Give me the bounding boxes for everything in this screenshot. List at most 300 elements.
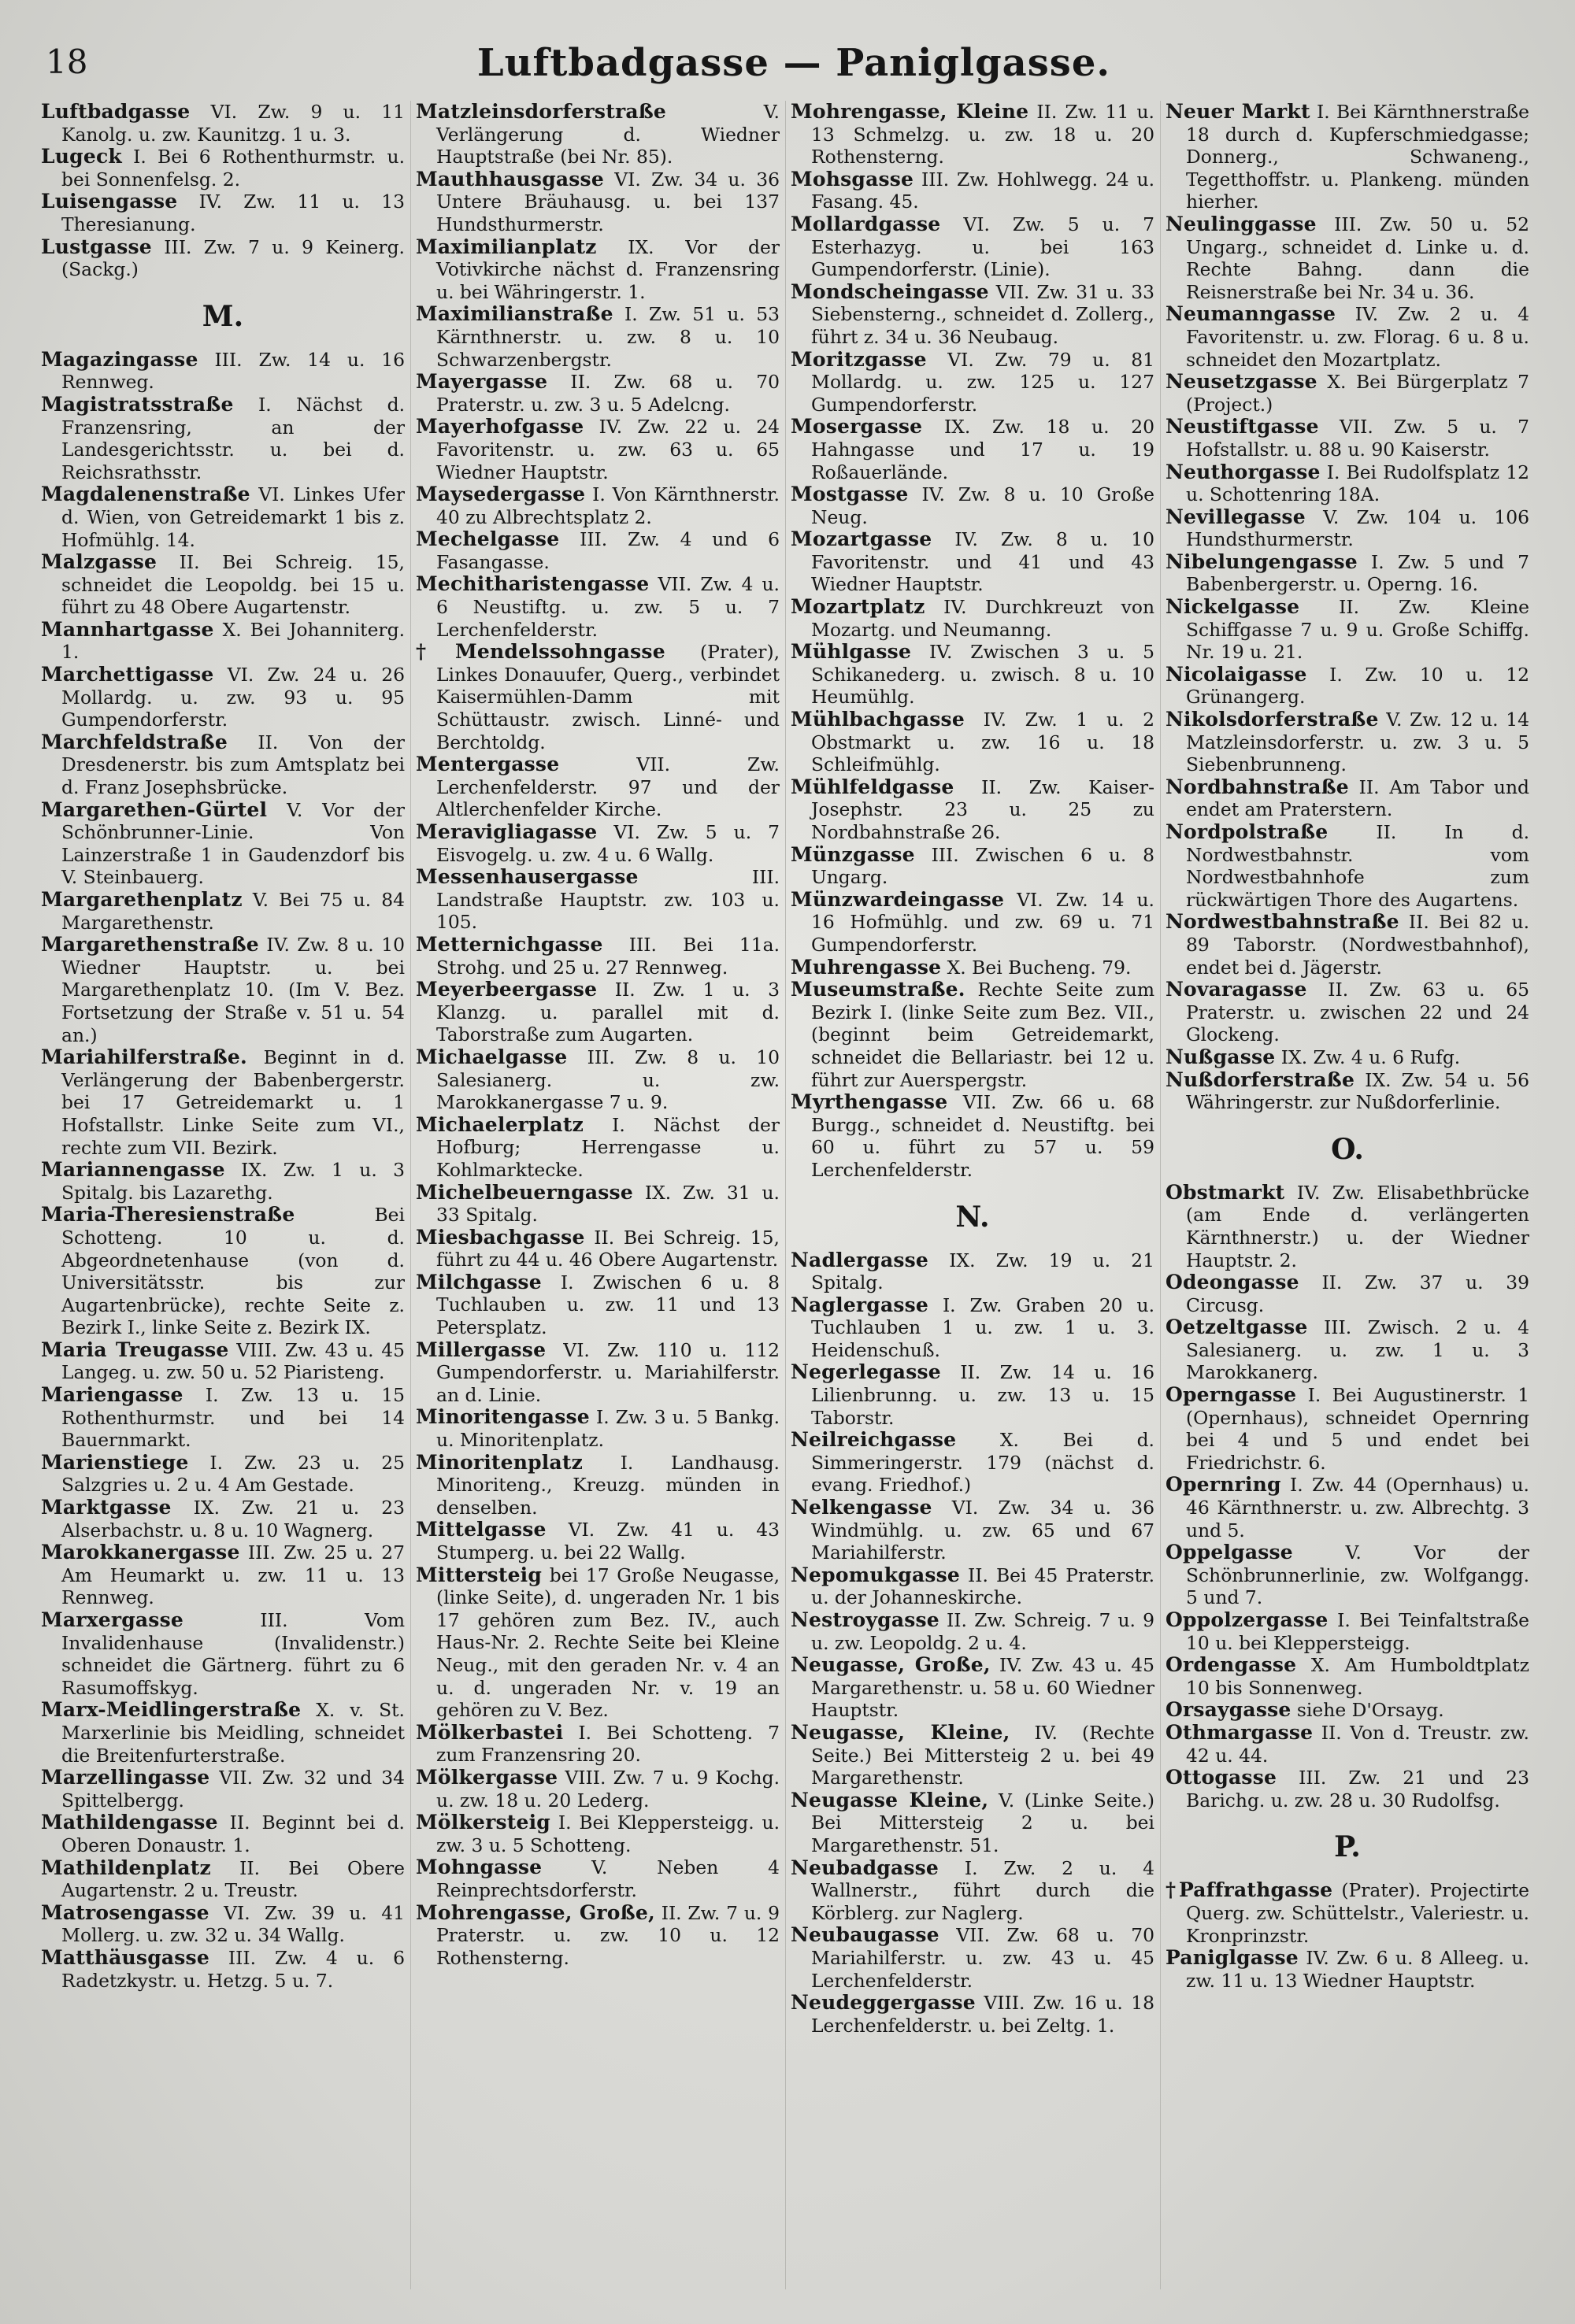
street-name: Mostgasse bbox=[791, 483, 909, 506]
street-entry bbox=[41, 731, 405, 799]
street-entry bbox=[791, 1654, 1154, 1722]
street-name: Mariahilferstraße. bbox=[41, 1045, 247, 1069]
street-name: Magdalenenstraße bbox=[41, 483, 250, 506]
street-description: VI. Zw. 5 u. 7 Esterhazyg. u. bei 163 Gumpendorferstr. (Linie). bbox=[811, 213, 1154, 281]
street-entry bbox=[416, 168, 780, 236]
section-letter: P. bbox=[1334, 1830, 1361, 1864]
street-entry bbox=[1166, 1722, 1529, 1767]
street-entry bbox=[41, 934, 405, 1046]
street-description: II. Beginnt bei d. Oberen Donaustr. 1. bbox=[61, 1811, 405, 1856]
street-description: VI. Zw. 9 u. 11 Kanolg. u. zw. Kaunitzg. 1 u. 3. bbox=[61, 101, 405, 146]
street-description: VII. Zw. 32 und 34 Spittelbergg. bbox=[61, 1767, 405, 1811]
street-name: Muhrengasse bbox=[791, 955, 942, 979]
street-description: X. Bei Bürgerplatz 7 (Project.) bbox=[1186, 371, 1529, 416]
street-name: Margarethen-Gürtel bbox=[41, 797, 268, 821]
street-name: Nelkengasse bbox=[791, 1496, 932, 1519]
street-description: IX. Zw. 19 u. 21 Spitalg. bbox=[811, 1249, 1154, 1294]
street-name: Meyerbeergasse bbox=[416, 978, 598, 1001]
street-description: II. Bei 82 u. 89 Taborstr. (Nordwestbahnhof), endet bei d. Jägerstr. bbox=[1186, 911, 1529, 979]
street-description: II. Bei Schreig. 15, führt zu 44 u. 46 Obere Augartenstr. bbox=[436, 1226, 780, 1271]
street-name: Opernring bbox=[1166, 1473, 1281, 1497]
street-name: Matrosengasse bbox=[41, 1900, 209, 1924]
street-description: III. Zwisch. 2 u. 4 Salesianerg. u. zw. 1 u. 3 Marokkanerg. bbox=[1186, 1316, 1529, 1384]
street-entry bbox=[791, 1992, 1154, 2037]
street-name: Michaelgasse bbox=[416, 1045, 568, 1068]
street-entry bbox=[41, 1857, 405, 1902]
street-entry bbox=[791, 844, 1154, 889]
street-description: II. Bei 45 Praterstr. u. der Johanneskirche. bbox=[811, 1564, 1154, 1609]
street-entry bbox=[41, 1497, 405, 1541]
street-description: siehe D'Orsayg. bbox=[1296, 1699, 1444, 1722]
street-name: Nordwestbahnstraße bbox=[1166, 910, 1399, 934]
street-entry bbox=[791, 1564, 1154, 1609]
street-entry bbox=[416, 1902, 780, 1970]
street-description: VI. Linkes Ufer d. Wien, von Getreidemarkt 1 bis z. Hofmühlg. 14. bbox=[61, 483, 405, 551]
street-name: Miesbachgasse bbox=[416, 1225, 585, 1249]
street-description: IV. Zw. 22 u. 24 Favoritenstr. u. zw. 63 u. 65 Wiedner Hauptstr. bbox=[436, 416, 780, 483]
street-description: II. Zw. 1 u. 3 Klanzg. u. parallel mit d. Taborstraße zum Augarten. bbox=[436, 979, 780, 1046]
street-description: VI. Zw. 110 u. 112 Gumpendorferstr. u. Mariahilferstr. an d. Linie. bbox=[436, 1338, 780, 1406]
street-description: V. Vor der Schönbrunnerlinie, zw. Wolfgangg. 5 und 7. bbox=[1186, 1541, 1529, 1609]
street-description: I. Bei Schotteng. 7 zum Franzensring 20. bbox=[436, 1721, 780, 1767]
street-description: III. Vom Invalidenhause (Invalidenstr.) schneidet die Gärtnerg. führt zu 6 Rasumoffskyg. bbox=[61, 1609, 405, 1699]
street-description: VII. Zw. Lerchenfelderstr. 97 und der Altlerchenfelder Kirche. bbox=[436, 753, 780, 821]
street-name: Maria-Theresienstraße bbox=[41, 1203, 295, 1227]
street-entry bbox=[791, 349, 1154, 416]
street-description: I. Bei Kleppersteigg. u. zw. 3 u. 5 Schotteng. bbox=[436, 1811, 780, 1856]
street-description: IV. Zw. 8 u. 10 Große Neug. bbox=[811, 483, 1154, 528]
street-entry bbox=[416, 1519, 780, 1564]
street-description: VI. Zw. 34 u. 36 Windmühlg. u. zw. 65 und 67 Mariahilferstr. bbox=[811, 1497, 1154, 1564]
street-name: Oppolzergasse bbox=[1166, 1608, 1329, 1631]
street-description: III. Zw. 7 u. 9 Keinerg. (Sackg.) bbox=[61, 235, 405, 281]
street-description: VIII. Zw. 7 u. 9 Kochg. u. zw. 18 u. 20 Lederg. bbox=[436, 1766, 780, 1811]
street-description: IV. Durchkreuzt von Mozartg. und Neumanng. bbox=[811, 596, 1154, 641]
street-entry bbox=[416, 483, 780, 528]
street-description: IX. Zw. 4 u. 6 Rufg. bbox=[1280, 1045, 1461, 1068]
street-entry bbox=[41, 799, 405, 889]
street-name: Lustgasse bbox=[41, 235, 152, 258]
street-entry bbox=[416, 641, 780, 753]
street-name: Myrthengasse bbox=[791, 1090, 948, 1114]
street-description: X. Am Humboldtplatz 10 bis Sonnenweg. bbox=[1186, 1654, 1529, 1699]
street-name: Neumanngasse bbox=[1166, 302, 1336, 326]
street-name: Nordbahnstraße bbox=[1166, 775, 1349, 798]
street-entry bbox=[41, 1384, 405, 1452]
directory-columns bbox=[41, 101, 1537, 2297]
street-name: Mozartgasse bbox=[791, 527, 932, 551]
street-description: II. Von der Dresdenerstr. bis zum Amtsplatz bei d. Franz Josephsbrücke. bbox=[61, 731, 405, 799]
street-name: Messenhausergasse bbox=[416, 865, 639, 889]
street-entry bbox=[416, 1182, 780, 1227]
street-name: Magistratsstraße bbox=[41, 392, 234, 416]
street-description: X. v. St. Marxerlinie bis Meidling, schneidet die Breitenfurterstraße. bbox=[61, 1699, 405, 1767]
street-entry bbox=[416, 1271, 780, 1339]
street-name: Münzwardeingasse bbox=[791, 887, 1005, 911]
street-description: III. Landstraße Hauptstr. zw. 103 u. 105. bbox=[436, 866, 780, 934]
street-description: II. Zw. 14 u. 16 Lilienbrunng. u. zw. 13 u. 15 Taborstr. bbox=[811, 1361, 1154, 1429]
street-entry bbox=[791, 709, 1154, 776]
street-description: VII. Zw. 68 u. 70 Mariahilferstr. u. zw. 43 u. 45 Lerchenfelderstr. bbox=[811, 1924, 1154, 1992]
street-entry bbox=[791, 1361, 1154, 1429]
street-entry bbox=[41, 394, 405, 483]
street-name: Marx-Meidlingerstraße bbox=[41, 1698, 302, 1722]
street-name: Matzleinsdorferstraße bbox=[416, 101, 667, 123]
street-entry bbox=[416, 821, 780, 866]
street-name: Mölkergasse bbox=[416, 1765, 558, 1789]
street-description: VII. Zw. 5 u. 7 Hofstallstr. u. 88 u. 90 Kaiserstr. bbox=[1186, 416, 1529, 461]
street-entry bbox=[1166, 1609, 1529, 1654]
street-description: VI. Zw. 34 u. 36 Untere Bräuhausg. u. bei 137 Hundsthurmerstr. bbox=[436, 168, 780, 235]
street-entry bbox=[41, 101, 405, 146]
street-entry bbox=[791, 1294, 1154, 1362]
street-entry bbox=[791, 1789, 1154, 1857]
street-description: IV. Zw. 8 u. 10 Favoritenstr. und 41 und 43 Wiedner Hauptstr. bbox=[811, 528, 1154, 596]
street-entry bbox=[1166, 1271, 1529, 1316]
street-name: Neubaugasse bbox=[791, 1923, 939, 1947]
street-description: I. Zw. 44 (Opernhaus) u. 46 Kärnthnerstr. u. zw. Albrechtg. 3 und 5. bbox=[1186, 1474, 1529, 1541]
street-entry bbox=[1166, 1474, 1529, 1541]
street-entry bbox=[41, 1046, 405, 1159]
street-description: VIII. Zw. 16 u. 18 Lerchenfelderstr. u. bei Zeltg. 1. bbox=[811, 1992, 1154, 2037]
street-entry bbox=[41, 1541, 405, 1609]
street-description: IV. (Rechte Seite.) Bei Mittersteig 2 u. bei 49 Margarethenstr. bbox=[811, 1721, 1154, 1789]
street-entry bbox=[1166, 371, 1529, 416]
running-title: Luftbadgasse — Paniglgasse. bbox=[476, 41, 1111, 85]
street-name: Mathildengasse bbox=[41, 1811, 218, 1834]
column-2 bbox=[416, 101, 780, 2297]
street-description: IV. Zw. 1 u. 2 Obstmarkt u. zw. 16 u. 18 Schleifmühlg. bbox=[811, 709, 1154, 776]
street-description: VII. Zw. 31 u. 33 Siebensterng., schneidet d. Zollerg., führt z. 34 u. 36 Neubaug. bbox=[811, 280, 1154, 348]
street-description: II. Von d. Treustr. zw. 42 u. 44. bbox=[1186, 1721, 1529, 1767]
street-entry bbox=[1166, 664, 1529, 709]
street-description: VI. Zw. 5 u. 7 Eisvogelg. u. zw. 4 u. 6 Wallg. bbox=[436, 821, 780, 866]
street-description: I. Zw. 5 und 7 Babenbergerstr. u. Operng. 16. bbox=[1186, 550, 1529, 596]
street-entry bbox=[1166, 1069, 1529, 1114]
street-entry bbox=[41, 1159, 405, 1204]
street-description: IX. Zw. 21 u. 23 Alserbachstr. u. 8 u. 10 Wagnerg. bbox=[61, 1497, 405, 1541]
street-name: Neudeggergasse bbox=[791, 1991, 976, 2015]
street-description: I. Bei Teinfaltstraße 10 u. bei Kleppersteigg. bbox=[1186, 1609, 1529, 1654]
street-name: Marienstiege bbox=[41, 1450, 189, 1474]
street-entry bbox=[791, 596, 1154, 641]
street-description: II. Zw. 11 u. 13 Schmelzg. u. zw. 18 u. 20 Rothensterng. bbox=[811, 101, 1154, 168]
street-name: Moritzgasse bbox=[791, 347, 927, 371]
street-name: Nevillegasse bbox=[1166, 505, 1306, 528]
street-name: Mosergasse bbox=[791, 415, 923, 439]
street-entry bbox=[1166, 551, 1529, 596]
street-description: IV. Zw. 43 u. 45 Margarethenstr. u. 58 u. 60 Wiedner Hauptstr. bbox=[811, 1654, 1154, 1722]
street-entry bbox=[791, 979, 1154, 1091]
street-entry bbox=[416, 1046, 780, 1114]
street-entry bbox=[1166, 1699, 1529, 1722]
street-entry bbox=[1166, 303, 1529, 371]
street-name: Mechelgasse bbox=[416, 527, 560, 551]
street-entry bbox=[41, 1767, 405, 1811]
street-description: III. Zw. 8 u. 10 Salesianerg. u. zw. Marokkanergasse 7 u. 9. bbox=[436, 1045, 780, 1114]
street-description: III. Zw. 4 und 6 Fasangasse. bbox=[436, 528, 780, 573]
street-name: Nestroygasse bbox=[791, 1608, 939, 1631]
street-description: VI. Zw. 79 u. 81 Mollardg. u. zw. 125 u. 127 Gumpendorferstr. bbox=[811, 348, 1154, 416]
street-name: Mariengasse bbox=[41, 1383, 183, 1407]
street-entry bbox=[791, 483, 1154, 528]
street-entry bbox=[41, 1947, 405, 1992]
street-description: VI. Zw. 24 u. 26 Mollardg. u. zw. 93 u. 95 Gumpendorferstr. bbox=[61, 664, 405, 731]
street-description: II. Zw. Schreig. 7 u. 9 u. zw. Leopoldg. 2 u. 4. bbox=[811, 1609, 1154, 1654]
street-entry bbox=[416, 1811, 780, 1856]
street-name: Neilreichgasse bbox=[791, 1428, 957, 1452]
street-description: I. Bei Kärnthnerstraße 18 durch d. Kupferschmiedgasse; Donnerg., Schwaneng., Tegetthoffstr. u. Plankeng. münden hierher. bbox=[1186, 101, 1529, 213]
street-description: II. Zw. Kaiser-Josephstr. 23 u. 25 zu Nordbahnstraße 26. bbox=[811, 775, 1154, 843]
street-description: IV. Zw. 6 u. 8 Alleeg. u. zw. 11 u. 13 Wiedner Hauptstr. bbox=[1186, 1947, 1529, 1992]
street-name: Marzellingasse bbox=[41, 1766, 210, 1789]
street-entry bbox=[1166, 1541, 1529, 1609]
street-entry bbox=[791, 641, 1154, 709]
street-entry bbox=[1166, 776, 1529, 821]
street-description: IX. Vor der Votivkirche nächst d. Franzensring u. bei Währingerstr. 1. bbox=[436, 235, 780, 303]
street-name: Mohrengasse, Kleine bbox=[791, 101, 1029, 123]
street-name: Mölkersteig bbox=[416, 1811, 550, 1834]
street-description: I. Bei Rudolfsplatz 12 u. Schottenring 18A. bbox=[1186, 461, 1529, 506]
street-description: (Prater), Linkes Donauufer, Querg., verbindet Kaisermühlen-Damm mit Schüttaustr. zwisch. Linné- und Berchtoldg. bbox=[436, 641, 780, 753]
street-name: Ordengasse bbox=[1166, 1653, 1297, 1677]
street-name: Othmargasse bbox=[1166, 1720, 1314, 1744]
street-description: X. Bei Bucheng. 79. bbox=[947, 956, 1132, 979]
street-entry bbox=[416, 1564, 780, 1722]
street-name: Mohsgasse bbox=[791, 167, 914, 191]
street-entry bbox=[41, 664, 405, 731]
street-name: Mozartplatz bbox=[791, 595, 925, 619]
street-entry bbox=[1166, 1879, 1529, 1947]
street-description: V. Neben 4 Reinprechtsdorferstr. bbox=[436, 1856, 780, 1901]
street-entry bbox=[416, 1767, 780, 1811]
street-entry bbox=[791, 528, 1154, 596]
street-entry bbox=[41, 349, 405, 394]
street-description: I. Nächst d. Franzensring, an der Landesgerichtsstr. u. bei d. Reichsrathsstr. bbox=[61, 393, 405, 483]
street-description: III. Zwischen 6 u. 8 Ungarg. bbox=[811, 843, 1154, 889]
street-name: Münzgasse bbox=[791, 842, 915, 866]
street-description: IV. Zw. 8 u. 10 Wiedner Hauptstr. u. bei Margarethenplatz 10. (Im V. Bez. Fortsetzung der Straße v. 51 u. 54 an.) bbox=[61, 934, 405, 1046]
street-name: Magazingasse bbox=[41, 347, 198, 371]
street-name: Lugeck bbox=[41, 145, 122, 168]
street-description: II. Zw. Kleine Schiffgasse 7 u. 9 u. Große Schiffg. Nr. 19 u. 21. bbox=[1186, 596, 1529, 664]
street-description: VI. Zw. 14 u. 16 Hofmühlg. und zw. 69 u. 71 Gumpendorferstr. bbox=[811, 888, 1154, 956]
street-entry bbox=[791, 776, 1154, 844]
street-description: V. Zw. 12 u. 14 Matzleinsdorferstr. u. zw. 3 u. 5 Siebenbrunneng. bbox=[1186, 709, 1529, 776]
street-name: Milchgasse bbox=[416, 1270, 542, 1293]
street-entry bbox=[1166, 979, 1529, 1046]
street-entry bbox=[791, 1857, 1154, 1925]
street-description: Beginnt in d. Verlängerung der Babenbergerstr. bei 17 Getreidemarkt u. 1 Hofstallstr. Linke Seite zum VI., rechte zum VII. Bezirk. bbox=[61, 1046, 405, 1159]
street-entry bbox=[41, 1204, 405, 1339]
street-name: Mayergasse bbox=[416, 370, 548, 394]
street-description: IV. Zw. Elisabethbrücke (am Ende d. verlängerten Kärnthnerstr.) u. der Wiedner Hauptstr. 2. bbox=[1186, 1181, 1529, 1271]
section-letter: O. bbox=[1331, 1132, 1364, 1166]
street-entry bbox=[1166, 461, 1529, 506]
street-description: IV. Zw. 2 u. 4 Favoritenstr. u. zw. Florag. 6 u. 8 u. schneidet den Mozartplatz. bbox=[1186, 303, 1529, 371]
street-description: I. Zw. 10 u. 12 Grünangerg. bbox=[1186, 663, 1529, 709]
street-name: Mondscheingasse bbox=[791, 279, 989, 303]
street-name: Maximilianstraße bbox=[416, 302, 613, 326]
street-entry bbox=[41, 551, 405, 619]
street-entry bbox=[1166, 1384, 1529, 1474]
street-description: III. Zw. 21 und 23 Barichg. u. zw. 28 u. 30 Rudolfsg. bbox=[1186, 1767, 1529, 1811]
street-entry bbox=[41, 191, 405, 235]
street-entry bbox=[1166, 1654, 1529, 1699]
column-4 bbox=[1166, 101, 1529, 2297]
street-entry bbox=[1166, 821, 1529, 911]
street-entry bbox=[416, 753, 780, 821]
street-entry bbox=[791, 1924, 1154, 1992]
street-entry bbox=[416, 1114, 780, 1182]
street-description: I. Landhausg. Minoriteng., Kreuzg. münden in denselben. bbox=[436, 1451, 780, 1519]
street-entry bbox=[1166, 416, 1529, 461]
street-entry bbox=[791, 281, 1154, 349]
street-description: I. Zw. 51 u. 53 Kärnthnerstr. u. zw. 8 u. 10 Schwarzenbergstr. bbox=[436, 303, 780, 371]
street-name: Marchfeldstraße bbox=[41, 730, 228, 753]
street-name: Mohrengasse, Große, bbox=[416, 1900, 655, 1924]
street-description: I. Zw. 3 u. 5 Bankg. u. Minoritenplatz. bbox=[436, 1406, 780, 1452]
street-name: Operngasse bbox=[1166, 1383, 1297, 1407]
street-description: IX. Zw. 31 u. 33 Spitalg. bbox=[436, 1181, 780, 1227]
street-name: Margarethenplatz bbox=[41, 888, 243, 911]
street-name: Mühlbachgasse bbox=[791, 708, 965, 731]
street-name: Mannhartgasse bbox=[41, 617, 214, 641]
street-description: II. In d. Nordwestbahnstr. vom Nordwestbahnhofe zum rückwärtigen Thore des Augartens. bbox=[1186, 821, 1529, 911]
street-description: IV. Zwischen 3 u. 5 Schikanederg. u. zwisch. 8 u. 10 Heumühlg. bbox=[811, 641, 1154, 709]
street-name: Nepomukgasse bbox=[791, 1563, 960, 1586]
street-description: I. Zw. 13 u. 15 Rothenthurmstr. und bei 14 Bauernmarkt. bbox=[61, 1384, 405, 1452]
street-entry bbox=[1166, 911, 1529, 979]
street-name: Mittersteig bbox=[416, 1563, 543, 1586]
street-description: III. Bei 11a. Strohg. und 25 u. 27 Rennweg. bbox=[436, 933, 780, 979]
street-description: V. Vor der Schönbrunner-Linie. Von Lainzerstraße 1 in Gaudenzdorf bis V. Steinbauerg. bbox=[61, 798, 405, 889]
street-description: III. Zw. 50 u. 52 Ungarg., schneidet d. Linke u. d. Rechte Bahng. dann die Reisnerstraße bei Nr. 34 u. 36. bbox=[1186, 213, 1529, 303]
street-entry bbox=[416, 303, 780, 371]
street-description: I. Zw. 2 u. 4 Wallnerstr., führt durch die Körblerg. zur Naglerg. bbox=[811, 1856, 1154, 1924]
street-entry bbox=[1166, 1046, 1529, 1069]
section-letter: M. bbox=[202, 299, 244, 333]
street-name: Oppelgasse bbox=[1166, 1541, 1293, 1564]
street-entry bbox=[1166, 596, 1529, 664]
street-entry bbox=[416, 1339, 780, 1407]
street-description: V. Zw. 104 u. 106 Hundsthurmerstr. bbox=[1186, 505, 1529, 551]
street-entry bbox=[416, 1856, 780, 1901]
street-description: II. Zw. 7 u. 9 Praterstr. u. zw. 10 u. 12 Rothensterng. bbox=[436, 1901, 780, 1969]
street-entry bbox=[791, 1722, 1154, 1789]
street-description: VIII. Zw. 43 u. 45 Langeg. u. zw. 50 u. 52 Piaristeng. bbox=[61, 1338, 405, 1384]
street-entry bbox=[416, 528, 780, 573]
street-entry bbox=[791, 213, 1154, 281]
street-entry bbox=[791, 957, 1154, 979]
street-entry bbox=[41, 1902, 405, 1947]
street-name: Mollardgasse bbox=[791, 212, 941, 235]
street-description: III. Zw. 14 u. 16 Rennweg. bbox=[61, 348, 405, 394]
street-description: Bei Schotteng. 10 u. d. Abgeordnetenhause (von d. Universitätsstr. bis zur Augartenbrücke), rechte Seite z. Bezirk I., linke Seite z. Bezirk IX. bbox=[61, 1204, 405, 1339]
street-entry bbox=[791, 416, 1154, 483]
street-entry bbox=[791, 1249, 1154, 1294]
street-name: Nußdorferstraße bbox=[1166, 1068, 1355, 1091]
street-description: IV. Zw. 11 u. 13 Theresianung. bbox=[61, 191, 405, 235]
street-description: I. Von Kärnthnerstr. 40 zu Albrechtsplatz 2. bbox=[436, 483, 780, 528]
street-description: IX. Zw. 1 u. 3 Spitalg. bis Lazarethg. bbox=[61, 1159, 405, 1204]
street-entry bbox=[41, 889, 405, 934]
street-entry bbox=[416, 1722, 780, 1767]
street-entry bbox=[791, 1429, 1154, 1497]
street-entry bbox=[416, 1452, 780, 1519]
street-entry bbox=[416, 101, 780, 168]
street-entry bbox=[416, 934, 780, 979]
street-entry bbox=[41, 1609, 405, 1699]
column-3 bbox=[791, 101, 1154, 2297]
street-name: Nickelgasse bbox=[1166, 595, 1300, 619]
street-entry bbox=[416, 416, 780, 483]
column-divider bbox=[1160, 101, 1161, 2289]
street-name: Mölkerbastei bbox=[416, 1720, 564, 1744]
street-name: Metternichgasse bbox=[416, 932, 603, 956]
street-entry bbox=[416, 236, 780, 304]
street-entry bbox=[416, 1227, 780, 1271]
street-name: Naglergasse bbox=[791, 1293, 929, 1316]
street-description: X. Bei Johanniterg. 1. bbox=[61, 618, 405, 664]
street-description: (Prater). Projectirte Querg. zw. Schüttelstr., Valeriestr. u. Kronprinzstr. bbox=[1186, 1879, 1529, 1947]
street-name: Maysedergasse bbox=[416, 483, 586, 506]
street-name: Neuer Markt bbox=[1166, 101, 1310, 123]
street-name: Odeongasse bbox=[1166, 1271, 1299, 1294]
street-name: Malzgasse bbox=[41, 550, 158, 574]
street-entry bbox=[1166, 1182, 1529, 1271]
column-1 bbox=[41, 101, 405, 2297]
street-entry bbox=[1166, 1947, 1529, 1992]
street-description: bei 17 Große Neugasse, (linke Seite), d. ungeraden Nr. 1 bis 17 gehören zum Bez. IV., auch Haus-Nr. 2. Rechte Seite bei Kleine Neug., mit den geraden Nr. v. 4 an u. d. ungeraden Nr. v. 19 an gehören zu V. Bez. bbox=[436, 1564, 780, 1722]
street-name: Luisengasse bbox=[41, 190, 178, 213]
street-name: †Paffrathgasse bbox=[1166, 1878, 1333, 1902]
street-description: Rechte Seite zum Bezirk I. (linke Seite zum Bez. VII., (beginnt beim Getreidemarkt, schneidet die Bellariastr. bei 12 u. führt zur Auerspergstr. bbox=[811, 979, 1154, 1091]
street-name: Neulinggasse bbox=[1166, 212, 1317, 235]
street-entry bbox=[1166, 101, 1529, 213]
street-name: Nußgasse bbox=[1166, 1045, 1276, 1068]
street-name: Neugasse, Große, bbox=[791, 1653, 991, 1677]
street-name: Marxergasse bbox=[41, 1608, 183, 1631]
street-entry bbox=[791, 1497, 1154, 1564]
street-name: Neusetzgasse bbox=[1166, 370, 1317, 394]
street-name: Nicolaigasse bbox=[1166, 662, 1307, 686]
street-entry bbox=[791, 889, 1154, 957]
street-description: I. Zwischen 6 u. 8 Tuchlauben u. zw. 11 und 13 Petersplatz. bbox=[436, 1271, 780, 1339]
street-description: X. Bei d. Simmeringerstr. 179 (nächst d. evang. Friedhof.) bbox=[811, 1429, 1154, 1497]
street-name: Mohngasse bbox=[416, 1856, 543, 1879]
street-entry bbox=[1166, 709, 1529, 776]
street-entry bbox=[791, 168, 1154, 213]
street-name: Marokkanergasse bbox=[41, 1541, 240, 1564]
street-entry bbox=[416, 979, 780, 1046]
street-description: IX. Zw. 54 u. 56 Währingerstr. zur Nußdorferlinie. bbox=[1186, 1068, 1529, 1114]
street-name: Novaragasse bbox=[1166, 978, 1307, 1001]
street-name: Neubadgasse bbox=[791, 1856, 939, 1879]
street-description: II. Zw. 68 u. 70 Praterstr. u. zw. 3 u. 5 Adelcng. bbox=[436, 371, 780, 416]
street-name: Obstmarkt bbox=[1166, 1180, 1285, 1204]
street-description: II. Zw. 37 u. 39 Circusg. bbox=[1186, 1271, 1529, 1316]
street-name: Mittelgasse bbox=[416, 1518, 547, 1541]
street-entry bbox=[41, 1452, 405, 1497]
street-entry bbox=[41, 619, 405, 664]
street-name: Nibelungengasse bbox=[1166, 550, 1358, 573]
street-name: Mühlgasse bbox=[791, 640, 912, 664]
street-entry bbox=[1166, 1316, 1529, 1384]
street-entry bbox=[41, 236, 405, 281]
street-description: I. Bei Augustinerstr. 1 (Opernhaus), schneidet Opernring bei 4 und 5 und endet bei Friedrichstr. 6. bbox=[1186, 1384, 1529, 1474]
street-description: IX. Zw. 18 u. 20 Hahngasse und 17 u. 19 Roßauerlände. bbox=[811, 416, 1154, 483]
